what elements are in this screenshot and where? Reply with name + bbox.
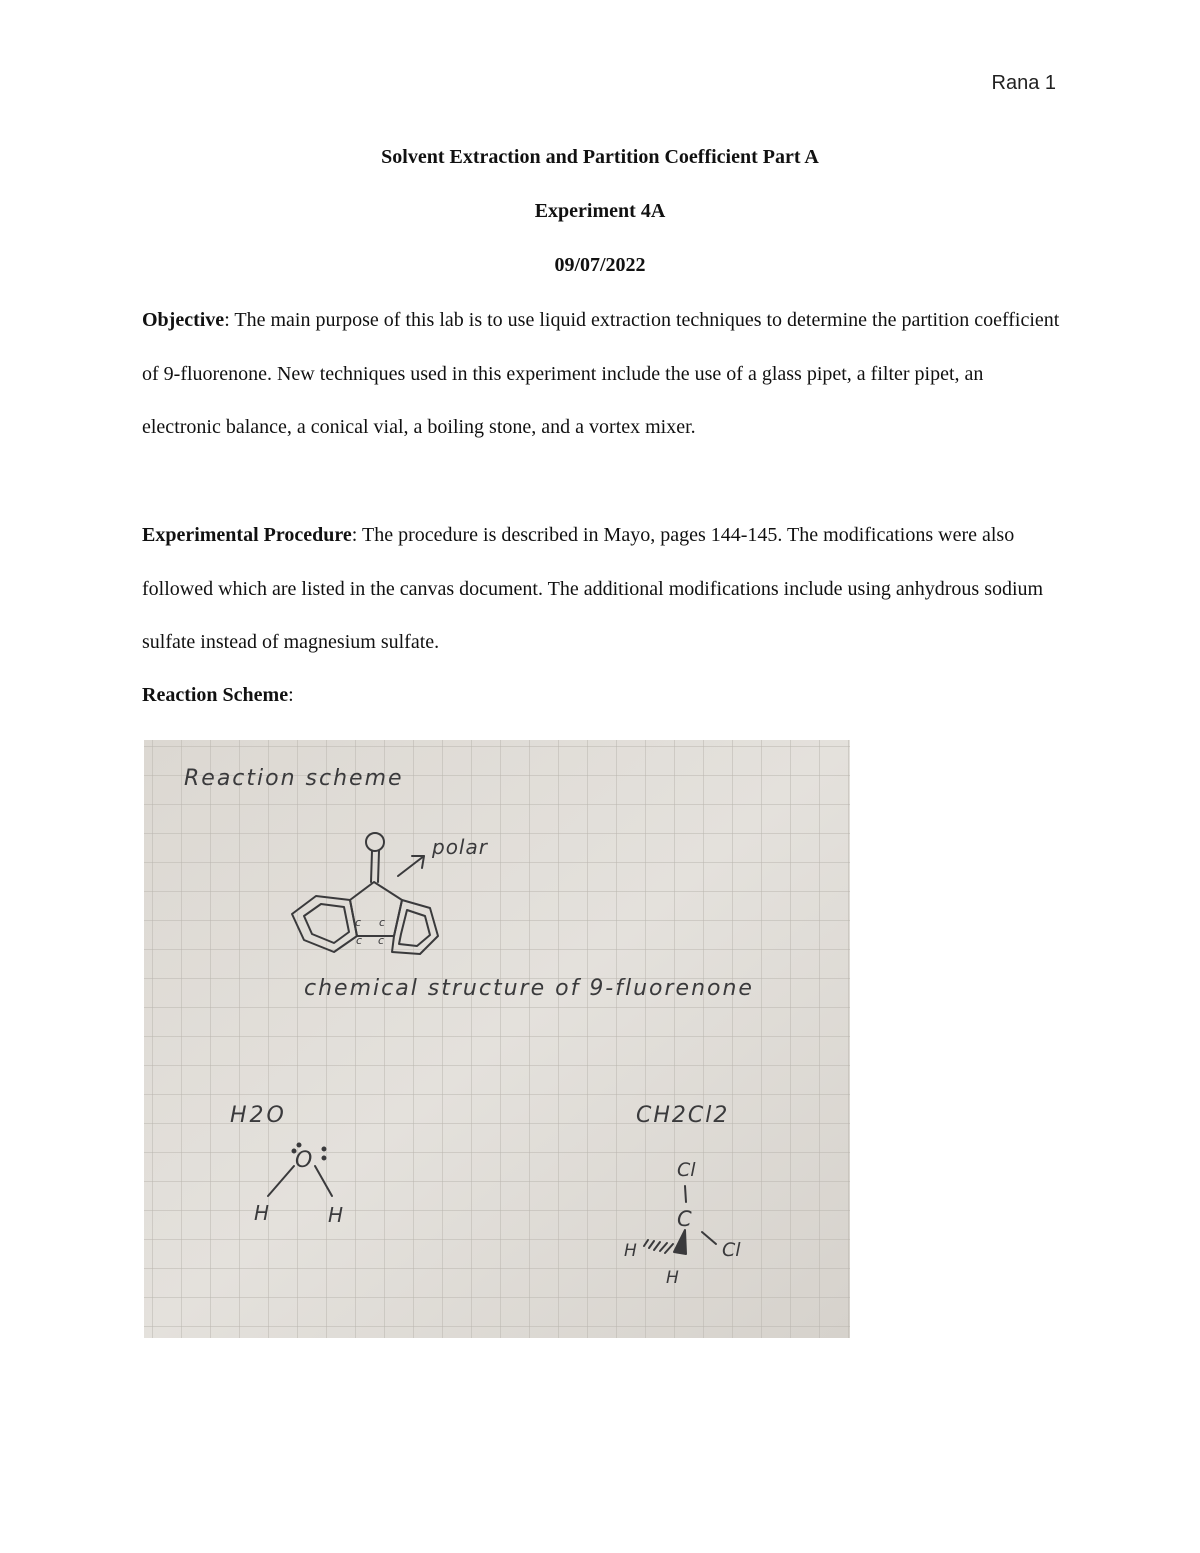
objective-paragraph	[142, 294, 1062, 455]
procedure-label: Experimental Procedure	[142, 524, 352, 546]
water-hydrogen-right: H	[328, 1203, 344, 1227]
dcm-hydrogen-left: H	[624, 1241, 637, 1261]
ring-carbon-1: c	[355, 916, 362, 929]
dcm-chlorine-right: Cl	[722, 1239, 741, 1261]
dcm-formula: CH2Cl2	[636, 1103, 730, 1128]
water-hydrogen-left: H	[254, 1201, 270, 1225]
graph-grid	[144, 740, 850, 1338]
fluorenone-caption: chemical structure of 9-fluorenone	[304, 976, 754, 1001]
reaction-scheme-sketch	[144, 740, 850, 1338]
procedure-paragraph	[142, 509, 1062, 670]
water-formula: H2O	[230, 1103, 287, 1128]
dcm-carbon: C	[677, 1207, 692, 1231]
water-oxygen: O	[295, 1148, 313, 1173]
ring-carbon-2: c	[379, 916, 386, 929]
dcm-chlorine-top: Cl	[677, 1159, 696, 1181]
experiment-date: 09/07/2022	[554, 254, 646, 276]
reaction-scheme-label: Reaction Scheme	[142, 684, 289, 706]
experiment-number: Experiment 4A	[534, 200, 666, 222]
objective-label: Objective	[142, 309, 225, 331]
ring-carbon-3: c	[356, 934, 363, 947]
page-header: Rana 1	[991, 72, 1056, 94]
dcm-hydrogen-bottom: H	[666, 1268, 679, 1288]
reaction-scheme-colon: :	[288, 684, 294, 706]
reaction-scheme-heading	[142, 684, 294, 707]
objective-text: : The main purpose of this lab is to use liquid extraction techniques to determine the partition coefficient of 9-fluorenone. New techniques used in this experiment include the use of a glass pipet, a filter pipet, an electronic balance, a conical vial, a boiling stone, and a vortex mixer.	[142, 309, 1060, 439]
polar-note: polar	[432, 835, 488, 859]
sketch-heading: Reaction scheme	[184, 766, 404, 791]
ring-carbon-4: c	[378, 934, 385, 947]
procedure-text: : The procedure is described in Mayo, pages 144-145. The modifications were also followed which are listed in the canvas document. The additional modifications include using anhydrous sodium sulfate instead of magnesium sulfate.	[142, 524, 1044, 654]
document-title: Solvent Extraction and Partition Coefficient Part A	[381, 146, 819, 168]
